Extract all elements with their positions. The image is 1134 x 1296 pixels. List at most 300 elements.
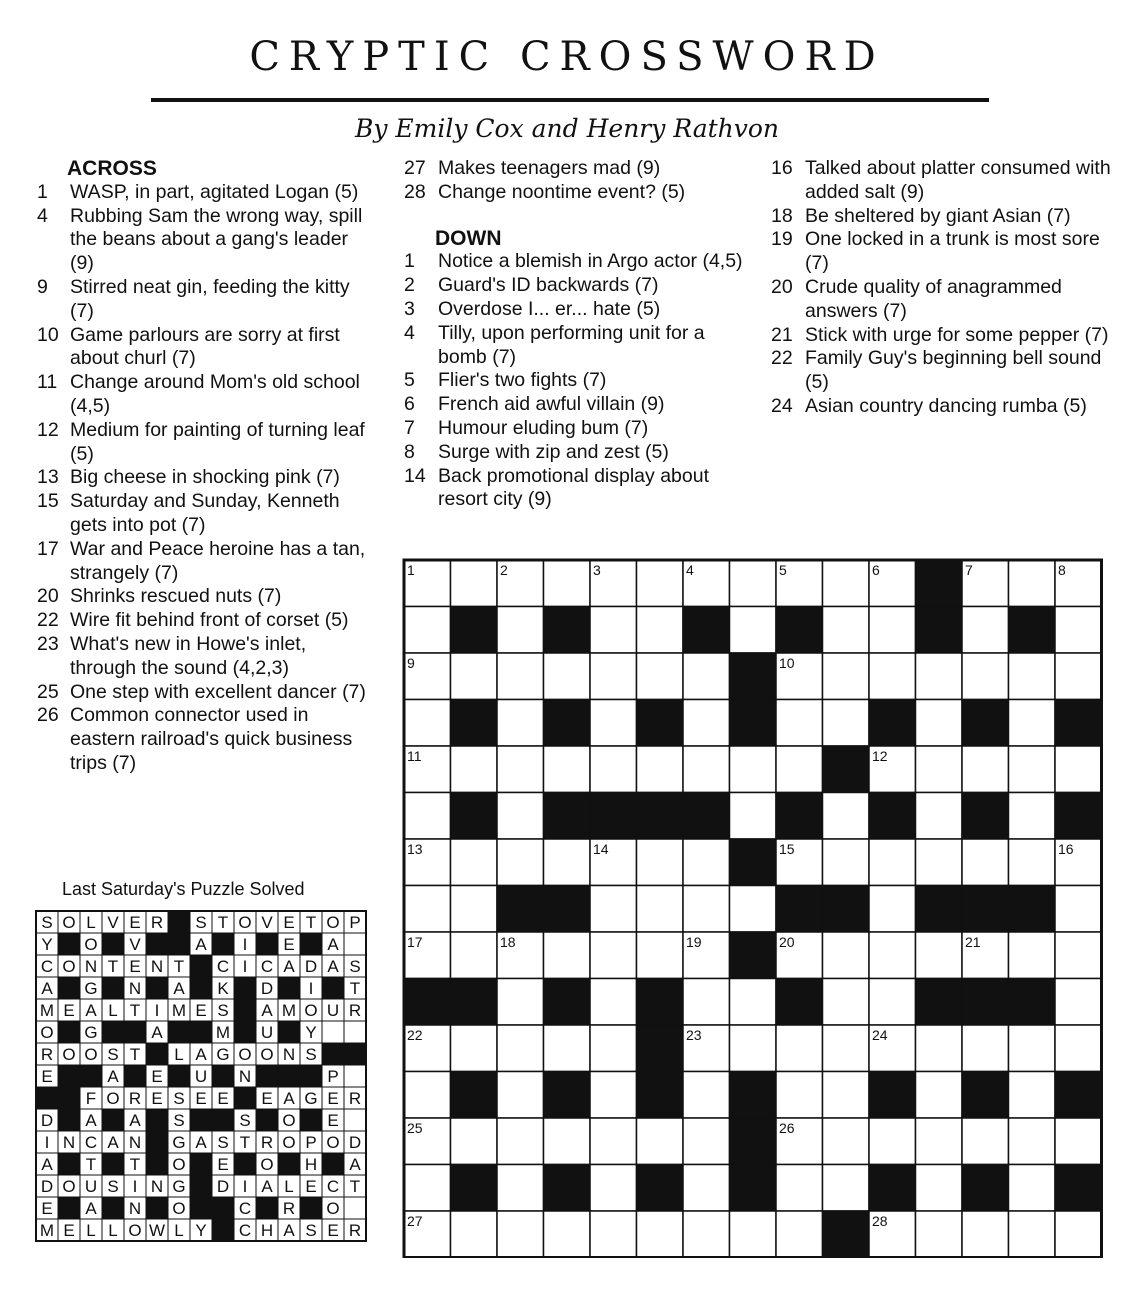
solved-letter: S xyxy=(305,1045,317,1064)
grid-cell[interactable] xyxy=(683,653,730,700)
grid-cell[interactable] xyxy=(916,746,963,793)
grid-cell[interactable] xyxy=(683,1072,730,1119)
grid-cell[interactable] xyxy=(823,607,870,654)
grid-cell[interactable] xyxy=(730,793,777,840)
solved-letter: C xyxy=(40,957,54,976)
clue-text: Flier's two fights (7) xyxy=(438,369,607,392)
grid-cell[interactable] xyxy=(637,1118,684,1165)
grid-cell[interactable] xyxy=(776,746,823,793)
solved-block xyxy=(146,1197,168,1219)
grid-cell[interactable] xyxy=(590,607,637,654)
solved-letter: A xyxy=(41,979,53,998)
down-clue[interactable] xyxy=(404,322,749,370)
solved-letter: E xyxy=(129,957,141,976)
clue-text: Wire fit behind front of corset (5) xyxy=(70,609,349,632)
solved-letter: S xyxy=(173,1111,185,1130)
block-cell xyxy=(916,979,963,1026)
grid-cell[interactable] xyxy=(869,839,916,886)
grid-cell[interactable] xyxy=(1009,560,1056,607)
solved-letter: R xyxy=(260,1133,274,1152)
grid-cell[interactable] xyxy=(637,653,684,700)
grid-cell[interactable] xyxy=(683,1211,730,1258)
solved-letter: E xyxy=(217,1155,229,1174)
clue-text: Asian country dancing rumba (5) xyxy=(805,394,1087,417)
grid-cell[interactable] xyxy=(683,839,730,886)
solved-letter: E xyxy=(305,1177,317,1196)
block-cell xyxy=(683,793,730,840)
clue-text: Stick with urge for some pepper (7) xyxy=(805,323,1109,346)
grid-cell[interactable] xyxy=(823,1025,870,1072)
grid-cell[interactable] xyxy=(916,1072,963,1119)
grid-cell[interactable] xyxy=(916,793,963,840)
across-clue[interactable] xyxy=(37,324,377,372)
grid-cell[interactable] xyxy=(590,746,637,793)
grid-cell[interactable] xyxy=(497,653,544,700)
grid-cell[interactable] xyxy=(1055,932,1102,979)
solved-letter: A xyxy=(283,1089,295,1108)
block-cell xyxy=(869,1165,916,1212)
grid-cell[interactable] xyxy=(590,932,637,979)
solved-letter: I xyxy=(242,935,248,954)
solved-block xyxy=(36,1087,58,1109)
grid-cell[interactable] xyxy=(497,1072,544,1119)
grid-cell[interactable] xyxy=(1055,607,1102,654)
grid-cell[interactable] xyxy=(776,1025,823,1072)
solved-block xyxy=(234,977,256,999)
grid-cell[interactable] xyxy=(637,839,684,886)
grid-cell[interactable] xyxy=(823,839,870,886)
solved-letter: R xyxy=(128,1089,142,1108)
grid-cell[interactable] xyxy=(451,932,498,979)
grid-cell[interactable] xyxy=(1009,793,1056,840)
solved-block xyxy=(102,933,124,955)
block-cell xyxy=(451,979,498,1026)
solved-letter: T xyxy=(217,913,229,932)
down-clue[interactable] xyxy=(404,274,749,298)
cell-number: 23 xyxy=(686,1027,702,1043)
grid-cell[interactable] xyxy=(637,560,684,607)
grid-cell[interactable] xyxy=(683,1165,730,1212)
solved-letter: A xyxy=(173,979,185,998)
solved-block xyxy=(168,1065,190,1087)
across-clue[interactable] xyxy=(37,490,377,538)
grid-cell[interactable] xyxy=(590,653,637,700)
grid-cell[interactable] xyxy=(590,1025,637,1072)
grid-cell[interactable] xyxy=(544,746,591,793)
solved-letter: N xyxy=(282,1045,296,1064)
solved-letter: R xyxy=(150,913,164,932)
solved-letter: U xyxy=(260,1023,274,1042)
grid-cell[interactable] xyxy=(404,886,451,933)
grid-cell[interactable] xyxy=(823,560,870,607)
solved-block xyxy=(124,1021,146,1043)
grid-cell[interactable] xyxy=(1055,1118,1102,1165)
solved-letter: A xyxy=(261,1001,273,1020)
clue-text: Change around Mom's old school (4,5) xyxy=(70,371,360,417)
solved-letter: C xyxy=(260,957,274,976)
solved-letter: O xyxy=(282,1111,296,1130)
solved-letter: A xyxy=(107,1133,119,1152)
grid-cell[interactable] xyxy=(1055,746,1102,793)
solved-letter: H xyxy=(304,1155,318,1174)
grid-cell[interactable] xyxy=(497,793,544,840)
across-clue[interactable] xyxy=(37,633,377,681)
grid-cell[interactable] xyxy=(1009,700,1056,747)
solved-letter: T xyxy=(349,979,361,998)
grid-cell[interactable] xyxy=(1055,1025,1102,1072)
clue-text: Saturday and Sunday, Kenneth gets into pot (7) xyxy=(70,490,340,536)
solved-block xyxy=(102,1109,124,1131)
grid-cell[interactable] xyxy=(776,1211,823,1258)
grid-cell[interactable] xyxy=(916,653,963,700)
grid-cell[interactable] xyxy=(730,746,777,793)
solved-letter: P xyxy=(327,1067,339,1086)
cell-number: 2 xyxy=(500,562,508,578)
clue-number: 20 xyxy=(37,585,59,608)
solved-cell xyxy=(344,1021,366,1043)
block-cell xyxy=(544,793,591,840)
down-clue[interactable] xyxy=(771,276,1111,324)
grid-cell[interactable] xyxy=(544,1025,591,1072)
solved-block xyxy=(124,1065,146,1087)
grid-cell[interactable] xyxy=(497,1165,544,1212)
title-rule xyxy=(151,98,989,102)
grid-cell[interactable] xyxy=(637,932,684,979)
grid-cell[interactable] xyxy=(1055,1211,1102,1258)
grid-cell[interactable] xyxy=(823,979,870,1026)
grid-cell[interactable] xyxy=(1009,746,1056,793)
solved-letter: M xyxy=(281,1001,297,1020)
solved-letter: N xyxy=(128,979,142,998)
grid-cell[interactable] xyxy=(869,979,916,1026)
solved-letter: D xyxy=(40,1177,54,1196)
solved-letter: L xyxy=(284,1177,294,1196)
byline: By Emily Cox and Henry Rathvon xyxy=(354,114,780,143)
cell-number: 20 xyxy=(779,934,795,950)
block-cell xyxy=(451,607,498,654)
grid-cell[interactable] xyxy=(544,932,591,979)
grid-cell[interactable] xyxy=(823,700,870,747)
across-clue[interactable] xyxy=(404,181,749,205)
grid-cell[interactable] xyxy=(404,793,451,840)
solved-letter: L xyxy=(86,913,96,932)
block-cell xyxy=(1055,1165,1102,1212)
cell-number: 1 xyxy=(407,562,415,578)
grid-cell[interactable] xyxy=(823,793,870,840)
solved-cell xyxy=(344,1109,366,1131)
grid-cell[interactable] xyxy=(916,1025,963,1072)
grid-cell[interactable] xyxy=(1009,1072,1056,1119)
grid-cell[interactable] xyxy=(776,1072,823,1119)
cell-number: 7 xyxy=(965,562,973,578)
grid-cell[interactable] xyxy=(1009,932,1056,979)
grid-cell[interactable] xyxy=(1055,653,1102,700)
grid-cell[interactable] xyxy=(823,1165,870,1212)
clue-text: French aid awful villain (9) xyxy=(438,393,665,416)
grid-cell[interactable] xyxy=(404,607,451,654)
clue-number: 20 xyxy=(771,275,793,298)
grid-cell[interactable] xyxy=(1009,1025,1056,1072)
solved-letter: V xyxy=(107,913,119,932)
grid-cell[interactable] xyxy=(590,1118,637,1165)
down-clue[interactable] xyxy=(771,324,1111,348)
grid-cell[interactable] xyxy=(730,1025,777,1072)
grid-cell[interactable] xyxy=(916,1211,963,1258)
solved-block xyxy=(190,1021,212,1043)
grid-cell[interactable] xyxy=(962,607,1009,654)
grid-cell[interactable] xyxy=(497,1211,544,1258)
solved-letter: G xyxy=(172,1177,186,1196)
grid-cell[interactable] xyxy=(730,607,777,654)
solved-letter: I xyxy=(308,979,314,998)
grid-cell[interactable] xyxy=(683,1118,730,1165)
solved-letter: P xyxy=(305,1133,317,1152)
grid-cell[interactable] xyxy=(1009,839,1056,886)
grid-cell[interactable] xyxy=(776,700,823,747)
solved-letter: T xyxy=(129,1045,141,1064)
block-cell xyxy=(637,1165,684,1212)
grid-cell[interactable] xyxy=(823,1072,870,1119)
down-clue[interactable] xyxy=(404,465,749,513)
solved-letter: R xyxy=(282,1199,296,1218)
clue-number: 13 xyxy=(37,466,59,489)
across-clue[interactable] xyxy=(37,466,377,490)
across-clue[interactable] xyxy=(37,681,377,705)
solved-letter: N xyxy=(62,1133,76,1152)
solved-letter: S xyxy=(217,1001,229,1020)
clue-text: Makes teenagers mad (9) xyxy=(438,157,661,179)
solved-letter: O xyxy=(260,1045,274,1064)
grid-cell[interactable] xyxy=(916,839,963,886)
grid-cell[interactable] xyxy=(869,1118,916,1165)
grid-cell[interactable] xyxy=(916,1165,963,1212)
grid-cell[interactable] xyxy=(497,607,544,654)
grid-cell[interactable] xyxy=(497,700,544,747)
clue-number: 17 xyxy=(37,537,59,560)
grid-cell[interactable] xyxy=(404,700,451,747)
block-cell xyxy=(869,793,916,840)
grid-cell[interactable] xyxy=(404,1072,451,1119)
grid-cell[interactable] xyxy=(916,932,963,979)
down-clue[interactable] xyxy=(771,157,1111,205)
down-clue[interactable] xyxy=(404,369,749,393)
solved-letter: C xyxy=(238,1199,252,1218)
solved-letter: O xyxy=(326,1133,340,1152)
solved-block xyxy=(278,1153,300,1175)
grid-cell[interactable] xyxy=(451,839,498,886)
solved-letter: G xyxy=(84,979,98,998)
across-clue[interactable] xyxy=(404,157,749,181)
solved-letter: C xyxy=(84,1133,98,1152)
cell-number: 11 xyxy=(407,748,422,764)
clue-text: WASP, in part, agitated Logan (5) xyxy=(70,180,359,203)
grid-cell[interactable] xyxy=(497,1025,544,1072)
grid-cell[interactable] xyxy=(544,653,591,700)
grid-cell[interactable] xyxy=(962,1211,1009,1258)
clue-number: 15 xyxy=(37,490,59,513)
block-cell xyxy=(544,1072,591,1119)
clue-number: 22 xyxy=(771,347,793,370)
across-clue[interactable] xyxy=(37,276,377,324)
grid-cell[interactable] xyxy=(1009,1165,1056,1212)
grid-cell[interactable] xyxy=(497,746,544,793)
grid-cell[interactable] xyxy=(451,1118,498,1165)
grid-cell[interactable] xyxy=(962,653,1009,700)
grid-cell[interactable] xyxy=(637,886,684,933)
grid-cell[interactable] xyxy=(637,1211,684,1258)
grid-cell[interactable] xyxy=(451,1025,498,1072)
grid-cell[interactable] xyxy=(962,839,1009,886)
grid-cell[interactable] xyxy=(451,1211,498,1258)
across-clue[interactable] xyxy=(37,181,377,205)
block-cell xyxy=(730,700,777,747)
clue-number: 4 xyxy=(37,204,48,227)
grid-cell[interactable] xyxy=(823,932,870,979)
grid-cell[interactable] xyxy=(590,700,637,747)
grid-cell[interactable] xyxy=(451,560,498,607)
clue-number: 28 xyxy=(404,180,426,203)
grid-cell[interactable] xyxy=(730,560,777,607)
down-clue[interactable] xyxy=(404,393,749,417)
down-clue[interactable] xyxy=(771,228,1111,276)
grid-cell[interactable] xyxy=(869,886,916,933)
grid-cell[interactable] xyxy=(683,979,730,1026)
block-cell xyxy=(544,886,591,933)
grid-cell[interactable] xyxy=(590,979,637,1026)
grid-cell[interactable] xyxy=(497,839,544,886)
solved-letter: T xyxy=(85,1155,97,1174)
across-clue[interactable] xyxy=(37,205,377,276)
grid-cell[interactable] xyxy=(683,746,730,793)
grid-cell[interactable] xyxy=(962,1025,1009,1072)
spacer xyxy=(404,205,749,227)
solved-cell xyxy=(344,1065,366,1087)
block-cell xyxy=(451,793,498,840)
grid-cell[interactable] xyxy=(451,886,498,933)
grid-cell[interactable] xyxy=(869,607,916,654)
grid-cell[interactable] xyxy=(590,1165,637,1212)
grid-cell[interactable] xyxy=(869,653,916,700)
solved-letter: E xyxy=(327,1111,339,1130)
grid-cell[interactable] xyxy=(590,1072,637,1119)
solved-letter: E xyxy=(283,935,295,954)
grid-cell[interactable] xyxy=(544,1211,591,1258)
grid-cell[interactable] xyxy=(683,886,730,933)
grid-cell[interactable] xyxy=(497,979,544,1026)
block-cell xyxy=(1055,1072,1102,1119)
grid-cell[interactable] xyxy=(404,1165,451,1212)
solved-letter: A xyxy=(261,1177,273,1196)
solved-letter: P xyxy=(349,913,361,932)
grid-cell[interactable] xyxy=(544,560,591,607)
block-cell xyxy=(730,932,777,979)
down-heading: DOWN xyxy=(435,226,502,250)
across-clue[interactable] xyxy=(37,704,377,775)
solved-letter: D xyxy=(216,1177,230,1196)
down-clue[interactable] xyxy=(771,205,1111,229)
grid-cell[interactable] xyxy=(916,700,963,747)
grid-cell[interactable] xyxy=(823,1118,870,1165)
solved-letter: O xyxy=(40,1023,54,1042)
down-clue[interactable] xyxy=(404,417,749,441)
grid-cell[interactable] xyxy=(1009,1211,1056,1258)
block-cell xyxy=(776,979,823,1026)
grid-cell[interactable] xyxy=(776,1165,823,1212)
grid-cell[interactable] xyxy=(683,700,730,747)
cell-number: 17 xyxy=(407,934,423,950)
block-cell xyxy=(730,839,777,886)
across-clue[interactable] xyxy=(37,419,377,467)
grid-cell[interactable] xyxy=(1009,1118,1056,1165)
grid-cell[interactable] xyxy=(590,1211,637,1258)
down-clue[interactable] xyxy=(771,395,1111,419)
block-cell xyxy=(683,607,730,654)
grid-cell[interactable] xyxy=(1055,979,1102,1026)
clue-text: Be sheltered by giant Asian (7) xyxy=(805,204,1071,227)
cell-number: 13 xyxy=(407,841,423,857)
block-cell xyxy=(497,886,544,933)
solved-block xyxy=(344,1043,366,1065)
solved-letter: O xyxy=(106,1089,120,1108)
grid-cell[interactable] xyxy=(823,653,870,700)
solved-block xyxy=(190,955,212,977)
down-clue[interactable] xyxy=(404,250,749,274)
across-clue[interactable] xyxy=(37,371,377,419)
solved-block xyxy=(168,911,190,933)
across-clue[interactable] xyxy=(37,538,377,586)
crossword-grid[interactable] xyxy=(402,558,1106,1258)
clue-text: One step with excellent dancer (7) xyxy=(70,680,366,703)
solved-block xyxy=(102,977,124,999)
solved-block xyxy=(212,1197,234,1219)
down-clue[interactable] xyxy=(404,441,749,465)
grid-cell[interactable] xyxy=(962,746,1009,793)
grid-cell[interactable] xyxy=(637,746,684,793)
solved-letter: T xyxy=(129,1001,141,1020)
grid-cell[interactable] xyxy=(637,607,684,654)
grid-cell[interactable] xyxy=(869,932,916,979)
grid-cell[interactable] xyxy=(590,886,637,933)
grid-cell[interactable] xyxy=(730,979,777,1026)
solved-letter: A xyxy=(85,1199,97,1218)
block-cell xyxy=(823,746,870,793)
solved-letter: E xyxy=(63,1221,75,1240)
down-clue[interactable] xyxy=(404,298,749,322)
grid-cell[interactable] xyxy=(451,746,498,793)
solved-block xyxy=(168,1021,190,1043)
grid-cell[interactable] xyxy=(544,1118,591,1165)
grid-cell[interactable] xyxy=(544,839,591,886)
grid-cell[interactable] xyxy=(1055,886,1102,933)
across-clue[interactable] xyxy=(37,585,377,609)
grid-cell[interactable] xyxy=(1009,653,1056,700)
down-clue[interactable] xyxy=(771,347,1111,395)
grid-cell[interactable] xyxy=(916,1118,963,1165)
clue-text: Notice a blemish in Argo actor (4,5) xyxy=(438,250,743,273)
grid-cell[interactable] xyxy=(497,1118,544,1165)
grid-cell[interactable] xyxy=(730,1211,777,1258)
block-cell xyxy=(730,1165,777,1212)
cell-number: 16 xyxy=(1058,841,1074,857)
solved-letter: S xyxy=(217,1133,229,1152)
cell-number: 9 xyxy=(407,655,415,671)
grid-cell[interactable] xyxy=(451,653,498,700)
grid-cell[interactable] xyxy=(962,1118,1009,1165)
solved-letter: O xyxy=(260,1155,274,1174)
solved-letter: G xyxy=(84,1023,98,1042)
across-clue[interactable] xyxy=(37,609,377,633)
grid-cell[interactable] xyxy=(730,886,777,933)
